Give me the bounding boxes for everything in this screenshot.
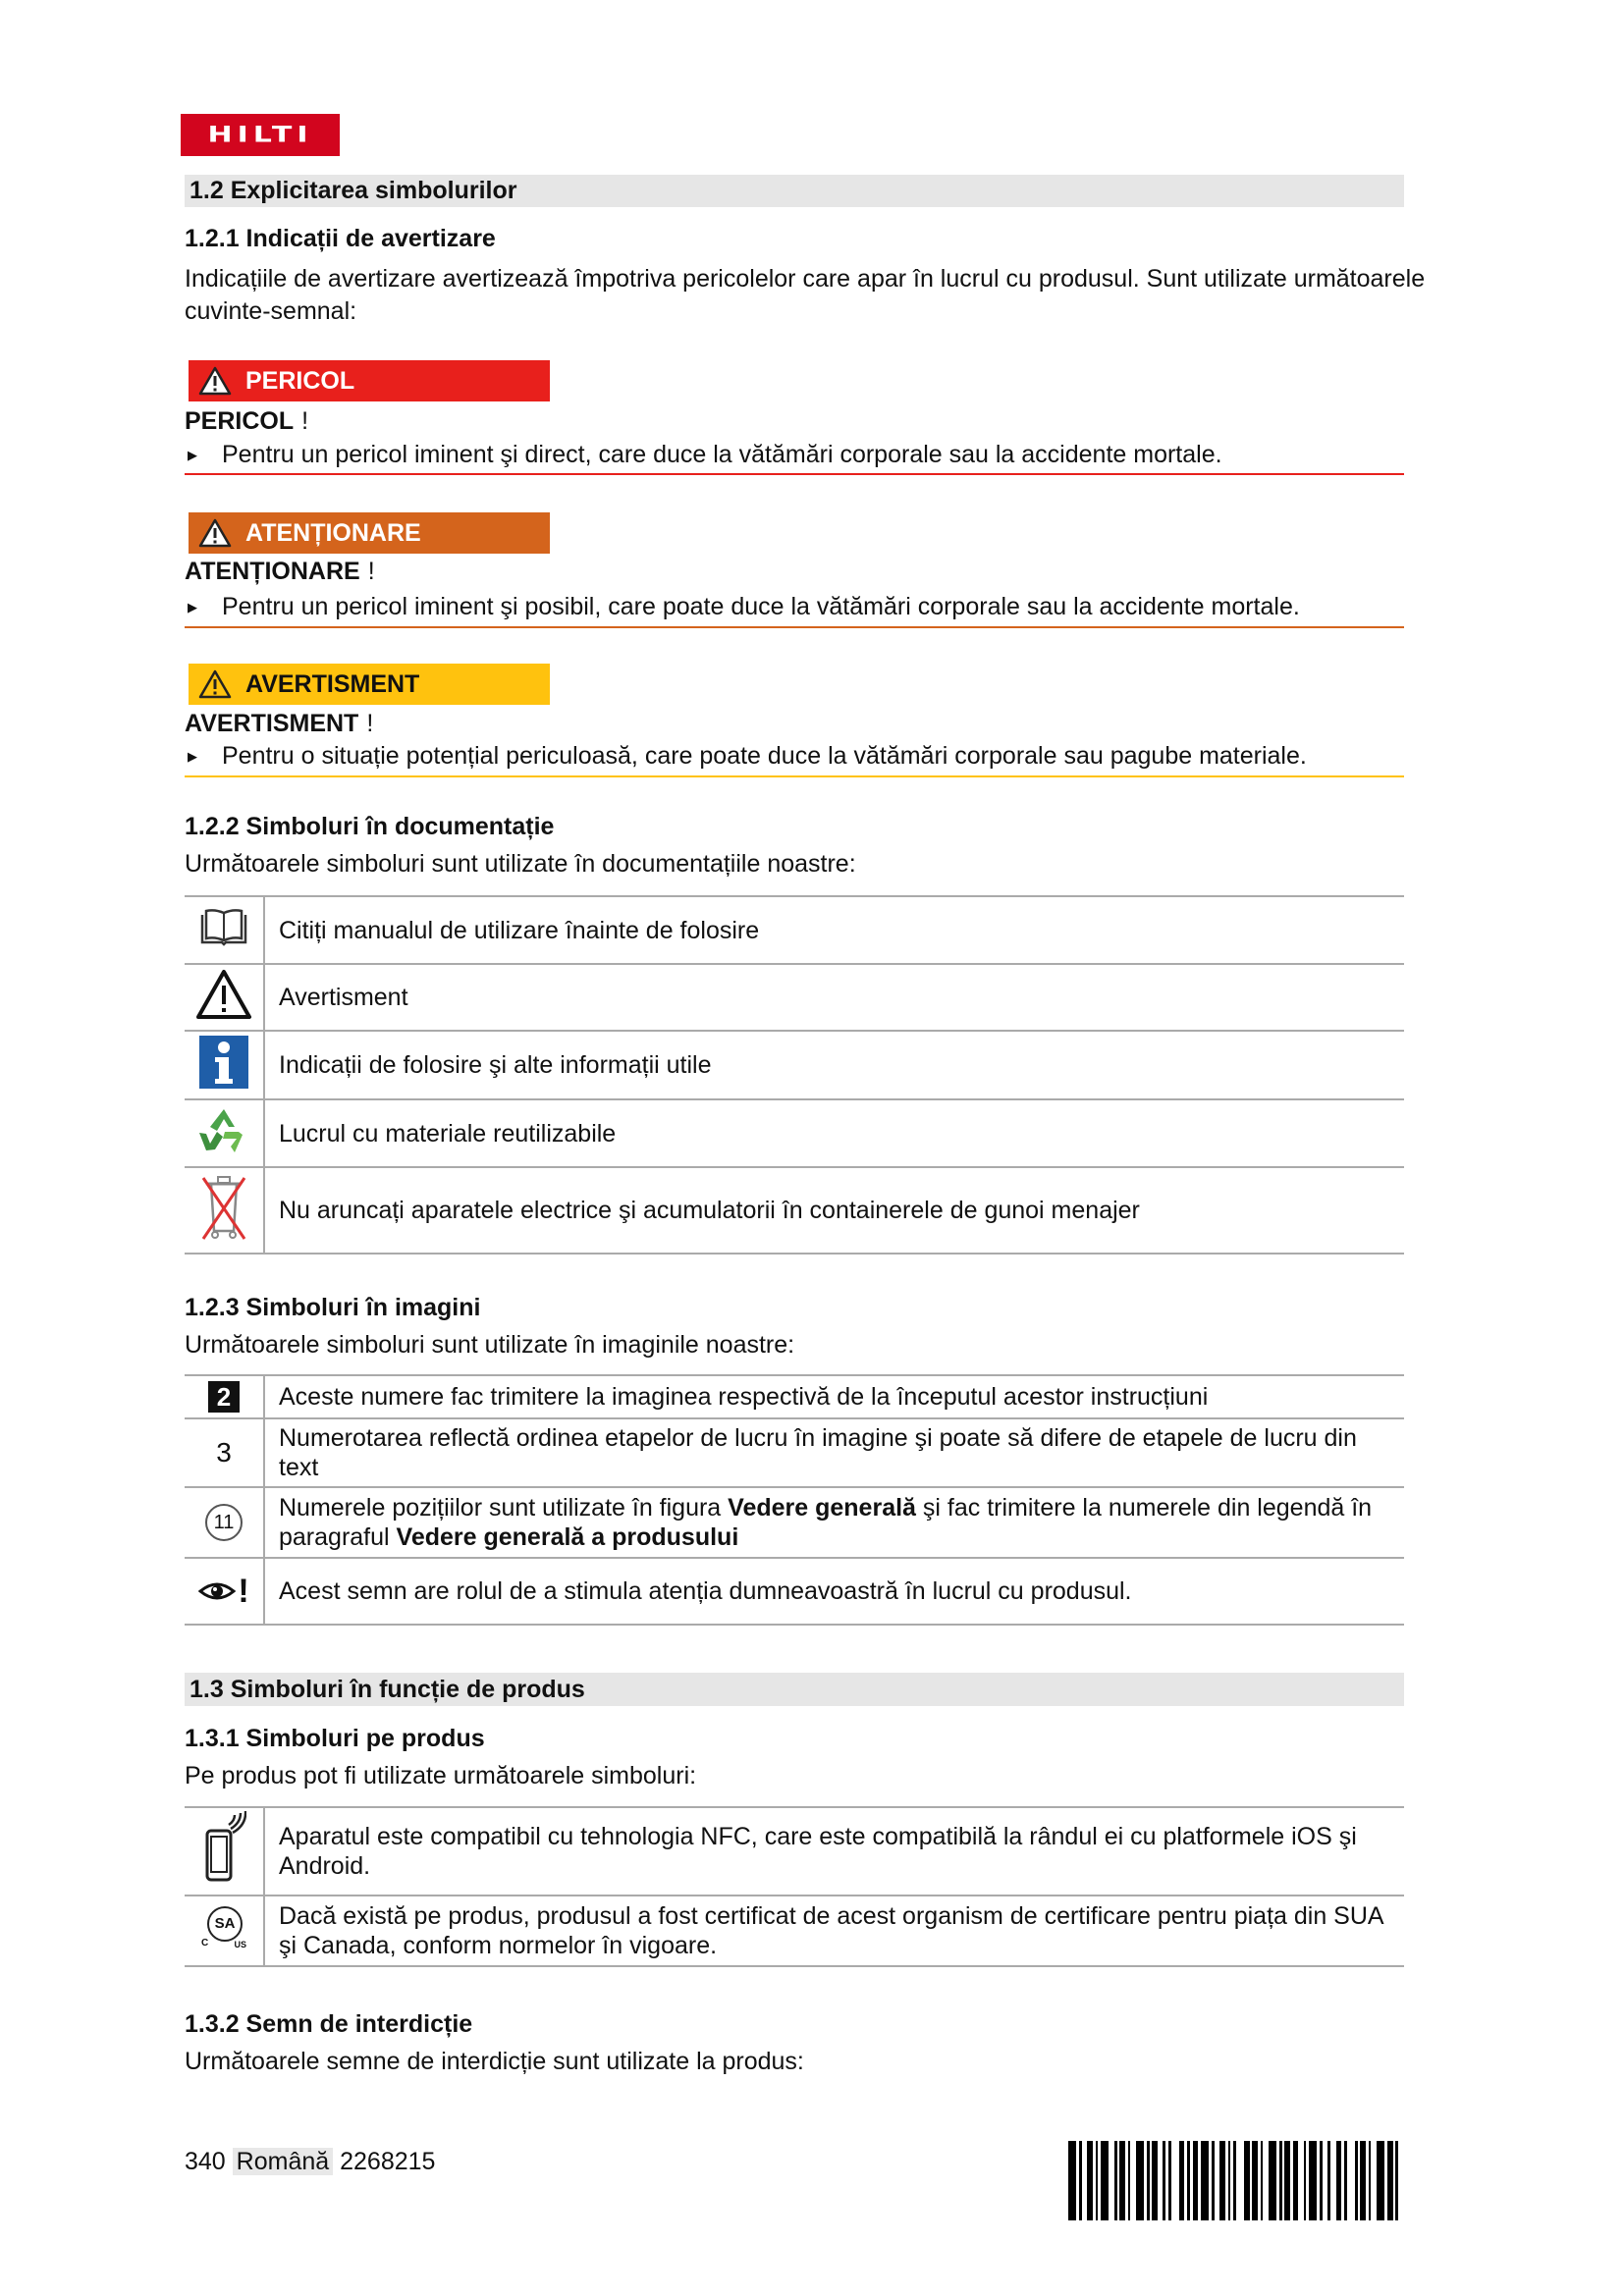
hilti-logo: HILTI [181,114,340,156]
section-1-3-2-intro: Următoarele semne de interdicție sunt utilizate la produs: [185,2048,804,2075]
warning-triangle-icon [195,969,252,1020]
section-1-3-2-heading: 1.3.2 Semn de interdicție [185,2010,473,2038]
product-symbols-table [185,1806,1404,1967]
table-row [185,1031,1404,1099]
signal-box-danger [189,360,550,401]
table-row [185,896,1404,964]
section-1-2-3-intro: Următoarele simboluri sunt utilizate în imaginile noastre: [185,1331,795,1359]
warning-triangle-icon [198,366,232,396]
table-row [185,1099,1404,1167]
recycle-icon [197,1105,250,1154]
barcode-bar [1269,2141,1276,2220]
image-symbol-text: Aceste numere fac trimitere la imaginea respectivă de la începutul acestor instrucțiuni [264,1375,1404,1418]
nfc-phone-icon [201,1811,246,1886]
divider [185,473,1404,475]
table-row [185,1418,1404,1487]
barcode-bar [1347,2141,1355,2220]
doc-symbol-text: Indicații de folosire şi alte informații utile [264,1031,1404,1099]
doc-symbols-table [185,895,1404,1255]
doc-symbol-text: Nu aruncați aparatele electrice şi acumulatorii în containerele de gunoi menajer [264,1167,1404,1254]
signal-word-caution: ATENȚIONARE ! [185,558,375,585]
signal-label-danger: PERICOL [245,366,355,395]
table-row [185,1558,1404,1625]
crossed-bin-icon [199,1170,248,1245]
manual-book-icon [199,907,248,946]
table-row [185,1896,1404,1966]
barcode-bar [1398,2141,1404,2220]
info-icon [198,1035,249,1090]
page-footer [185,2148,435,2176]
divider [185,626,1404,628]
signal-desc-danger: ▶ Pentru un pericol iminent şi direct, care duce la vătămări corporale sau la accidente mortale. [188,441,1222,468]
doc-symbol-text: Avertisment [264,964,1404,1031]
signal-label-caution: ATENȚIONARE [245,518,421,547]
signal-word-danger: PERICOL ! [185,407,309,435]
section-1-2-2-intro: Următoarele simboluri sunt utilizate în documentațiile noastre: [185,850,856,878]
step-number-icon: 3 [216,1437,232,1468]
signal-box-caution [189,512,550,554]
warning-triangle-icon [198,669,232,699]
section-1-2-2-heading: 1.2.2 Simboluri în documentație [185,813,555,840]
product-symbol-text: Dacă există pe produs, produsul a fost certificat de acest organism de certificare pentru piața din SUA şi Canada, conform normelor în vigoare. [264,1896,1404,1966]
footer-doc-number: 2268215 [340,2148,436,2175]
warning-triangle-icon [198,518,232,548]
section-1-2-heading: 1.2 Explicitarea simbolurilor [185,175,1404,207]
position-number-icon: 11 [205,1504,243,1541]
table-row [185,1375,1404,1418]
image-symbol-text: Numerotarea reflectă ordinea etapelor de lucru în imagine şi poate să difere de etapele de lucru din text [264,1418,1404,1487]
signal-desc-warning: ▶ Pentru o situație potențial periculoasă, care poate duce la vătămări corporale sau pagube materiale. [188,742,1307,770]
barcode-bar [1201,2141,1209,2220]
csa-certification-icon: SA C US [201,1904,246,1951]
barcode-bar [1309,2141,1317,2220]
section-1-2-3-heading: 1.2.3 Simboluri în imagini [185,1294,481,1321]
signal-box-warning [189,664,550,705]
section-1-3-heading: 1.3 Simboluri în funcție de produs [185,1673,1404,1706]
section-1-3-1-heading: 1.3.1 Simboluri pe produs [185,1725,485,1752]
signal-desc-caution: ▶ Pentru un pericol iminent şi posibil, care poate duce la vătămări corporale sau la accidente mortale. [188,593,1300,620]
page-number: 340 [185,2148,226,2175]
table-row [185,1807,1404,1896]
barcode-bar [1377,2141,1384,2220]
barcode-bar [1101,2141,1109,2220]
barcode-bar [1171,2141,1179,2220]
signal-label-warning: AVERTISMENT [245,669,420,698]
table-row [185,1167,1404,1254]
barcode-bar [1236,2141,1244,2220]
table-row [185,964,1404,1031]
doc-symbol-text: Citiți manualul de utilizare înainte de folosire [264,896,1404,964]
image-symbol-text: Acest semn are rolul de a stimula atenția dumneavoastră în lucrul cu produsul. [264,1558,1404,1625]
footer-language: Română [233,2148,334,2175]
section-1-2-1-intro: Indicațiile de avertizare avertizează împotriva pericolelor care apar în lucrul cu produsul. Sunt utilizate următoarele cuvinte-semnal: [185,265,1426,325]
figure-number-icon: 2 [208,1381,240,1413]
section-1-2-1-heading: 1.2.1 Indicații de avertizare [185,225,496,252]
divider [185,775,1404,777]
product-symbol-text: Aparatul este compatibil cu tehnologia NFC, care este compatibilă la rândul ei cu platformele iOS şi Android. [264,1807,1404,1896]
image-symbols-table [185,1374,1404,1626]
attention-eye-icon: ! [198,1573,248,1611]
barcode-bar [1068,2141,1076,2220]
section-1-3-1-intro: Pe produs pot fi utilizate următoarele simboluri: [185,1762,697,1789]
barcode [1068,2141,1404,2220]
image-symbol-text: Numerele pozițiilor sunt utilizate în figura Vedere generală şi fac trimitere la numerele din legendă în paragraful Vedere generală a produsului [264,1487,1404,1558]
barcode-bar [1136,2141,1144,2220]
table-row [185,1487,1404,1558]
signal-word-warning: AVERTISMENT ! [185,710,374,737]
doc-symbol-text: Lucrul cu materiale reutilizabile [264,1099,1404,1167]
